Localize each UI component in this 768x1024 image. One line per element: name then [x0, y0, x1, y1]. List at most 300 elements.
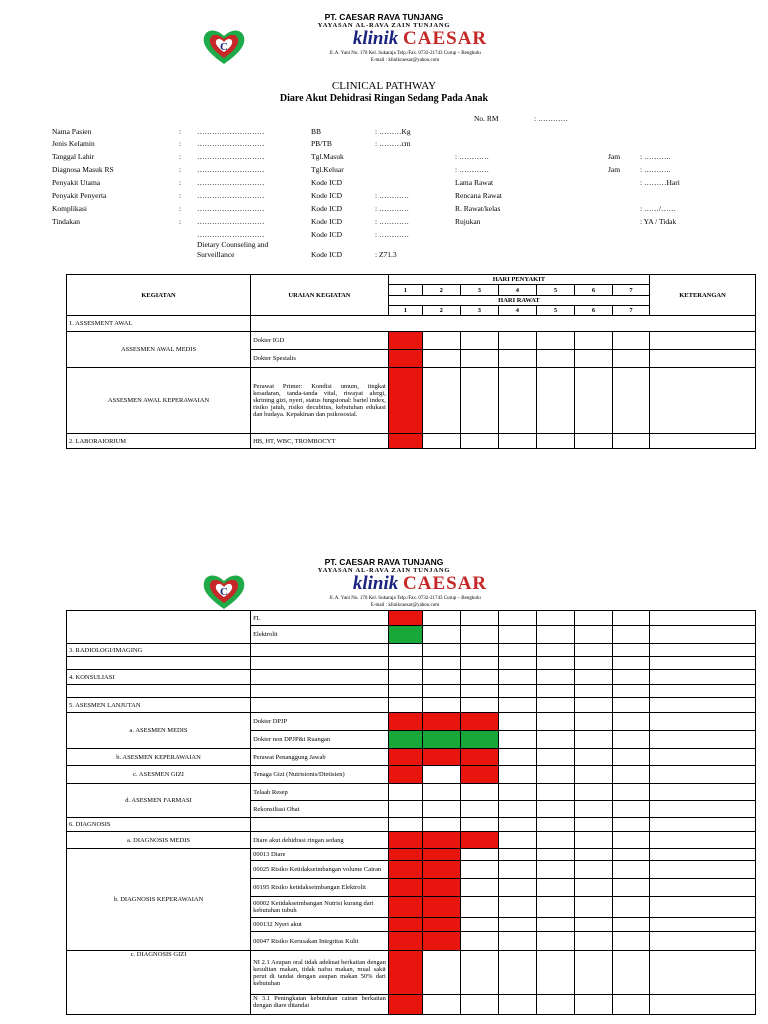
- cell-empty[interactable]: [422, 434, 460, 449]
- cell-empty[interactable]: [574, 861, 612, 879]
- cell-red[interactable]: [388, 611, 422, 626]
- cell-empty[interactable]: [422, 368, 460, 434]
- kode-icd-field[interactable]: : …………: [375, 204, 409, 213]
- cell-empty[interactable]: [613, 731, 650, 749]
- cell-red[interactable]: [388, 995, 422, 1015]
- cell-empty[interactable]: [388, 644, 422, 657]
- day-number: 7: [613, 285, 650, 296]
- cell-empty[interactable]: [536, 951, 574, 995]
- cell-keterangan[interactable]: [650, 784, 756, 801]
- cell-keterangan[interactable]: [650, 995, 756, 1015]
- cell-red[interactable]: [422, 832, 460, 849]
- cell-red[interactable]: [388, 749, 422, 766]
- cell-red[interactable]: [460, 766, 498, 784]
- cell-empty[interactable]: [498, 849, 536, 861]
- foundation-name: YAYASAN AL-RAVA ZAIN TUNJANG: [317, 22, 451, 29]
- cell-empty[interactable]: [498, 818, 536, 832]
- cell-empty[interactable]: [536, 731, 574, 749]
- cell-empty[interactable]: [613, 818, 650, 832]
- cell-empty[interactable]: [460, 657, 498, 670]
- label-tgl-keluar: Tgl.Keluar: [311, 165, 344, 174]
- cell-empty[interactable]: [574, 879, 612, 897]
- cell-empty[interactable]: [498, 897, 536, 918]
- cell-empty[interactable]: [460, 849, 498, 861]
- cell-red[interactable]: [388, 832, 422, 849]
- cell-empty[interactable]: [498, 434, 536, 449]
- cell-empty[interactable]: [574, 995, 612, 1015]
- label-kode-icd: Kode ICD: [311, 204, 343, 213]
- cell-red[interactable]: [388, 766, 422, 784]
- row-asesmen-awal-keperawatan: ASSESMEN AWAL KEPERAWAIAN: [67, 368, 251, 434]
- cell-empty[interactable]: [536, 932, 574, 951]
- cell-keterangan[interactable]: [650, 368, 756, 434]
- kode-icd-field[interactable]: : …………: [375, 217, 409, 226]
- cell-empty[interactable]: [574, 611, 612, 626]
- tgl-keluar-field[interactable]: : …………: [455, 165, 489, 174]
- cell-keterangan[interactable]: [650, 849, 756, 861]
- cell-empty[interactable]: [574, 832, 612, 849]
- cell-red[interactable]: [388, 879, 422, 897]
- cell-keterangan[interactable]: [650, 685, 756, 698]
- day-number: 4: [498, 285, 536, 296]
- cell-empty[interactable]: [536, 801, 574, 818]
- doc-title: CLINICAL PATHWAY: [331, 80, 437, 92]
- cell-empty[interactable]: [574, 932, 612, 951]
- cell-empty[interactable]: [574, 670, 612, 685]
- uraian-diag-keperawatan: 00047 Risiko Kerusakan Integritas Kulit: [251, 932, 389, 951]
- tindakan-field[interactable]: ………………………: [197, 217, 265, 226]
- cell-empty[interactable]: [613, 918, 650, 932]
- cell-empty[interactable]: [574, 332, 612, 350]
- cell-empty[interactable]: [460, 350, 498, 368]
- cell-red[interactable]: [460, 832, 498, 849]
- cell-keterangan[interactable]: [650, 626, 756, 644]
- kode-icd-field[interactable]: : …………: [375, 230, 409, 239]
- pathway-table-page2: [66, 610, 756, 1015]
- cell-empty[interactable]: [613, 951, 650, 995]
- cell-empty[interactable]: [460, 685, 498, 698]
- cell-empty[interactable]: [536, 749, 574, 766]
- cell-empty[interactable]: [388, 670, 422, 685]
- cell-empty[interactable]: [574, 749, 612, 766]
- bb-field[interactable]: : ………Kg: [375, 127, 411, 136]
- cell-empty[interactable]: [460, 861, 498, 879]
- cell-empty[interactable]: [460, 879, 498, 897]
- cell-empty[interactable]: [536, 861, 574, 879]
- cell-empty[interactable]: [536, 713, 574, 731]
- cell-empty[interactable]: [613, 801, 650, 818]
- cell-empty[interactable]: [536, 818, 574, 832]
- row-asesmen-medis: a. ASESMEN MEDIS: [67, 713, 251, 749]
- cell-keterangan[interactable]: [650, 611, 756, 626]
- cell-empty[interactable]: [613, 644, 650, 657]
- cell-red[interactable]: [422, 932, 460, 951]
- cell-keterangan[interactable]: [650, 644, 756, 657]
- clinic-logo-icon: [200, 571, 248, 611]
- blank-cell: [67, 611, 251, 644]
- cell-keterangan[interactable]: [650, 434, 756, 449]
- label-rawat-kelas: R. Rawat/kelas: [455, 204, 501, 213]
- cell-empty[interactable]: [498, 731, 536, 749]
- cell-empty[interactable]: [536, 897, 574, 918]
- blank-cell: [251, 818, 389, 832]
- cell-empty[interactable]: [498, 918, 536, 932]
- cell-empty[interactable]: [498, 670, 536, 685]
- cell-keterangan[interactable]: [650, 670, 756, 685]
- cell-empty[interactable]: [574, 766, 612, 784]
- uraian-elektrolit: Elektrolit: [251, 626, 389, 644]
- cell-keterangan[interactable]: [650, 832, 756, 849]
- cell-empty[interactable]: [498, 749, 536, 766]
- pb-tb-field[interactable]: : ………cm: [375, 139, 411, 148]
- cell-empty[interactable]: [498, 332, 536, 350]
- cell-empty[interactable]: [536, 350, 574, 368]
- komplikasi-field[interactable]: ………………………: [197, 204, 265, 213]
- day-number: 6: [574, 285, 612, 296]
- penyakit-utama-field[interactable]: ………………………: [197, 178, 265, 187]
- cell-empty[interactable]: [498, 861, 536, 879]
- label-jenis-kelamin: Jenis Kelamin: [52, 139, 95, 148]
- cell-empty[interactable]: [536, 879, 574, 897]
- cell-empty[interactable]: [574, 713, 612, 731]
- blank-cell: [67, 685, 251, 698]
- cell-empty[interactable]: [498, 784, 536, 801]
- dietary-label: Dietary Counseling and: [197, 240, 269, 249]
- cell-empty[interactable]: [460, 670, 498, 685]
- cell-keterangan[interactable]: [650, 731, 756, 749]
- cell-empty[interactable]: [422, 784, 460, 801]
- cell-empty[interactable]: [460, 368, 498, 434]
- uraian-lab: HB, HT, WBC, TROMBOCYT: [251, 434, 389, 449]
- cell-empty[interactable]: [460, 611, 498, 626]
- colon: :: [179, 165, 182, 174]
- uraian-diag-gizi-1: NI 2.1 Asupan oral tidak adekuat berkaitan dengan kesulitan makan, tidak nafsu makan, mual sakit perut di tandai dengan asupan makan 50% dari kebutuhan: [251, 951, 389, 995]
- cell-empty[interactable]: [536, 849, 574, 861]
- cell-empty[interactable]: [613, 626, 650, 644]
- cell-empty[interactable]: [498, 879, 536, 897]
- cell-empty[interactable]: [498, 350, 536, 368]
- clinic-logo-icon: [200, 26, 248, 66]
- cell-red[interactable]: [460, 749, 498, 766]
- label-lama-rawat: Lama Rawat: [455, 178, 494, 187]
- cell-empty[interactable]: [574, 685, 612, 698]
- lama-rawat-field[interactable]: : ………Hari: [640, 178, 680, 187]
- day-number: 2: [422, 285, 460, 296]
- cell-empty[interactable]: [498, 644, 536, 657]
- cell-red[interactable]: [460, 713, 498, 731]
- cell-green[interactable]: [422, 731, 460, 749]
- cell-empty[interactable]: [460, 897, 498, 918]
- jam-masuk-field[interactable]: : ………..: [640, 152, 671, 161]
- uraian-diag-keperawatan: 000132 Nyeri akut: [251, 918, 389, 932]
- cell-empty[interactable]: [388, 698, 422, 713]
- kode-icd-field[interactable]: : …………: [375, 191, 409, 200]
- cell-empty[interactable]: [574, 368, 612, 434]
- cell-empty[interactable]: [613, 849, 650, 861]
- cell-empty[interactable]: [536, 368, 574, 434]
- tindakan-extra-field[interactable]: ………………………: [197, 230, 265, 239]
- cell-empty[interactable]: [613, 766, 650, 784]
- cell-empty[interactable]: [574, 918, 612, 932]
- company-name: PT. CAESAR RAVA TUNJANG: [324, 12, 444, 22]
- cell-empty[interactable]: [536, 685, 574, 698]
- row-asesmen-awal-medis: ASSESMEN AWAL MEDIS: [67, 332, 251, 368]
- cell-empty[interactable]: [422, 657, 460, 670]
- cell-empty[interactable]: [388, 657, 422, 670]
- cell-red[interactable]: [422, 713, 460, 731]
- cell-empty[interactable]: [460, 995, 498, 1015]
- kode-icd-z713: : Z71.3: [375, 250, 397, 259]
- cell-empty[interactable]: [460, 626, 498, 644]
- cell-empty[interactable]: [574, 626, 612, 644]
- cell-red[interactable]: [422, 849, 460, 861]
- cell-empty[interactable]: [613, 784, 650, 801]
- svg-text:C: C: [220, 41, 228, 53]
- blank-cell: [251, 670, 389, 685]
- cell-empty[interactable]: [613, 670, 650, 685]
- cell-empty[interactable]: [613, 932, 650, 951]
- cell-empty[interactable]: [613, 657, 650, 670]
- cell-empty[interactable]: [574, 951, 612, 995]
- label-kode-icd: Kode ICD: [311, 217, 343, 226]
- header-hari-rawat: HARI RAWAT: [388, 296, 649, 306]
- section-diagnosis: 6. DIAGNOSIS: [67, 818, 251, 832]
- cell-empty[interactable]: [422, 332, 460, 350]
- cell-empty[interactable]: [536, 611, 574, 626]
- cell-empty[interactable]: [422, 670, 460, 685]
- cell-red[interactable]: [388, 951, 422, 995]
- section-radiologi: 3. RADIOLOGI/IMAGING: [67, 644, 251, 657]
- cell-empty[interactable]: [498, 657, 536, 670]
- cell-keterangan[interactable]: [650, 818, 756, 832]
- cell-keterangan[interactable]: [650, 713, 756, 731]
- cell-keterangan[interactable]: [650, 879, 756, 897]
- jam-keluar-field[interactable]: : ………..: [640, 165, 671, 174]
- foundation-name: YAYASAN AL-RAVA ZAIN TUNJANG: [317, 567, 451, 574]
- rujukan-field[interactable]: : YA / Tidak: [640, 217, 677, 226]
- cell-empty[interactable]: [498, 368, 536, 434]
- cell-keterangan[interactable]: [650, 951, 756, 995]
- cell-red[interactable]: [388, 849, 422, 861]
- cell-empty[interactable]: [388, 685, 422, 698]
- cell-empty[interactable]: [422, 685, 460, 698]
- cell-empty[interactable]: [498, 932, 536, 951]
- cell-empty[interactable]: [536, 332, 574, 350]
- cell-empty[interactable]: [613, 350, 650, 368]
- cell-empty[interactable]: [498, 611, 536, 626]
- cell-empty[interactable]: [574, 698, 612, 713]
- cell-empty[interactable]: [422, 611, 460, 626]
- header-kegiatan: KEGIATAN: [67, 275, 251, 316]
- cell-empty[interactable]: [460, 644, 498, 657]
- cell-empty[interactable]: [574, 644, 612, 657]
- cell-empty[interactable]: [422, 818, 460, 832]
- clinic-address: Jl. A. Yani No. 170 Kel. Sukaraja Telp./Fax. 0732-21743 Curup – Bengkulu: [329, 51, 481, 56]
- cell-empty[interactable]: [422, 644, 460, 657]
- label-kode-icd: Kode ICD: [311, 250, 343, 259]
- cell-empty[interactable]: [388, 818, 422, 832]
- cell-empty[interactable]: [574, 434, 612, 449]
- cell-empty[interactable]: [460, 784, 498, 801]
- cell-empty[interactable]: [388, 801, 422, 818]
- cell-empty[interactable]: [536, 670, 574, 685]
- cell-red[interactable]: [388, 861, 422, 879]
- cell-empty[interactable]: [613, 879, 650, 897]
- cell-empty[interactable]: [422, 698, 460, 713]
- cell-empty[interactable]: [498, 832, 536, 849]
- cell-empty[interactable]: [388, 784, 422, 801]
- colon: :: [179, 204, 182, 213]
- cell-red[interactable]: [388, 434, 422, 449]
- cell-empty[interactable]: [536, 657, 574, 670]
- tanggal-lahir-field[interactable]: ………………………: [197, 152, 265, 161]
- cell-red[interactable]: [422, 879, 460, 897]
- cell-keterangan[interactable]: [650, 861, 756, 879]
- cell-empty[interactable]: [613, 698, 650, 713]
- cell-green[interactable]: [388, 731, 422, 749]
- cell-empty[interactable]: [536, 698, 574, 713]
- cell-empty[interactable]: [613, 434, 650, 449]
- cell-empty[interactable]: [498, 995, 536, 1015]
- cell-empty[interactable]: [460, 818, 498, 832]
- cell-empty[interactable]: [460, 698, 498, 713]
- cell-keterangan[interactable]: [650, 801, 756, 818]
- clinic-email: E-mail : klinikcaesar@yahoo.com: [370, 603, 440, 608]
- cell-empty[interactable]: [498, 766, 536, 784]
- cell-red[interactable]: [388, 713, 422, 731]
- section-konsultasi: 4. KONSULIASI: [67, 670, 251, 685]
- cell-keterangan[interactable]: [650, 657, 756, 670]
- diagnosa-masuk-field[interactable]: ………………………: [197, 165, 265, 174]
- cell-empty[interactable]: [574, 897, 612, 918]
- cell-empty[interactable]: [498, 698, 536, 713]
- cell-empty[interactable]: [536, 766, 574, 784]
- cell-empty[interactable]: [613, 368, 650, 434]
- cell-empty[interactable]: [460, 932, 498, 951]
- pathway-table-page1: [66, 274, 756, 449]
- cell-red[interactable]: [388, 332, 422, 350]
- nama-pasien-field[interactable]: ………………………: [197, 127, 265, 136]
- cell-red[interactable]: [388, 350, 422, 368]
- jenis-kelamin-field[interactable]: ………………………: [197, 139, 265, 148]
- cell-empty[interactable]: [422, 951, 460, 995]
- cell-empty[interactable]: [613, 897, 650, 918]
- uraian-dokter-spesialis: Dokter Spesialis: [251, 350, 389, 368]
- label-penyakit-penyerta: Penyakit Penyerta: [52, 191, 107, 200]
- cell-red[interactable]: [422, 861, 460, 879]
- rawat-kelas-field[interactable]: : ……/……: [640, 204, 677, 213]
- cell-keterangan[interactable]: [650, 698, 756, 713]
- cell-green[interactable]: [460, 731, 498, 749]
- cell-red[interactable]: [388, 932, 422, 951]
- tgl-masuk-field[interactable]: : …………: [455, 152, 489, 161]
- row-asesmen-farmasi: d. ASESMEN FARMASI: [67, 784, 251, 818]
- uraian-diag-keperawatan: 00002 Ketidakseimbangan Nutrisi kurang dari kebutuhan tubuh: [251, 897, 389, 918]
- cell-empty[interactable]: [574, 350, 612, 368]
- cell-empty[interactable]: [613, 832, 650, 849]
- cell-empty[interactable]: [460, 918, 498, 932]
- uraian-diag-keperawatan: 00025 Risiko Ketidakseimbangan volume Cairan: [251, 861, 389, 879]
- cell-red[interactable]: [388, 918, 422, 932]
- cell-empty[interactable]: [460, 801, 498, 818]
- cell-red[interactable]: [388, 368, 422, 434]
- cell-empty[interactable]: [613, 861, 650, 879]
- cell-empty[interactable]: [422, 350, 460, 368]
- cell-keterangan[interactable]: [650, 932, 756, 951]
- row-diagnosis-medis: a. DIAGNOSIS MEDIS: [67, 832, 251, 849]
- cell-empty[interactable]: [536, 434, 574, 449]
- cell-empty[interactable]: [613, 749, 650, 766]
- cell-keterangan[interactable]: [650, 766, 756, 784]
- blank-cell: [251, 657, 389, 670]
- cell-green[interactable]: [388, 626, 422, 644]
- cell-keterangan[interactable]: [650, 897, 756, 918]
- cell-empty[interactable]: [536, 832, 574, 849]
- label-jam: Jam: [608, 152, 621, 161]
- cell-empty[interactable]: [613, 332, 650, 350]
- cell-red[interactable]: [388, 897, 422, 918]
- penyakit-penyerta-field[interactable]: ………………………: [197, 191, 265, 200]
- cell-empty[interactable]: [460, 951, 498, 995]
- cell-empty[interactable]: [613, 685, 650, 698]
- section-laboratorium: 2. LABORAIORIUM: [67, 434, 251, 449]
- cell-empty[interactable]: [574, 818, 612, 832]
- cell-empty[interactable]: [422, 801, 460, 818]
- cell-empty[interactable]: [498, 626, 536, 644]
- cell-empty[interactable]: [422, 626, 460, 644]
- surveillance-label: Surveillance: [197, 250, 235, 259]
- cell-empty[interactable]: [574, 801, 612, 818]
- company-name: PT. CAESAR RAVA TUNJANG: [324, 557, 444, 567]
- cell-keterangan[interactable]: [650, 350, 756, 368]
- cell-empty[interactable]: [536, 626, 574, 644]
- day-number: 3: [460, 306, 498, 316]
- cell-red[interactable]: [422, 918, 460, 932]
- day-number: 4: [498, 306, 536, 316]
- cell-red[interactable]: [422, 749, 460, 766]
- cell-empty[interactable]: [574, 849, 612, 861]
- cell-empty[interactable]: [613, 995, 650, 1015]
- cell-keterangan[interactable]: [650, 918, 756, 932]
- cell-empty[interactable]: [460, 434, 498, 449]
- cell-empty[interactable]: [460, 332, 498, 350]
- day-number: 3: [460, 285, 498, 296]
- cell-empty[interactable]: [574, 657, 612, 670]
- cell-empty[interactable]: [422, 995, 460, 1015]
- header-hari-penyakit: HARI PENYAKIT: [388, 275, 649, 285]
- cell-empty[interactable]: [422, 766, 460, 784]
- cell-empty[interactable]: [536, 918, 574, 932]
- cell-empty[interactable]: [574, 731, 612, 749]
- cell-empty[interactable]: [536, 784, 574, 801]
- row-asesmen-keperawatan: b. ASESMEN KEPERAWAIAN: [67, 749, 251, 766]
- cell-empty[interactable]: [498, 951, 536, 995]
- header-uraian: URAIAN KEGIATAN: [251, 275, 389, 316]
- cell-empty[interactable]: [574, 784, 612, 801]
- cell-empty[interactable]: [536, 995, 574, 1015]
- cell-red[interactable]: [422, 897, 460, 918]
- letterhead-top: [0, 10, 768, 68]
- cell-empty[interactable]: [613, 713, 650, 731]
- label-tanggal-lahir: Tanggal Lahir: [52, 152, 95, 161]
- cell-empty[interactable]: [536, 644, 574, 657]
- cell-empty[interactable]: [498, 685, 536, 698]
- cell-empty[interactable]: [498, 713, 536, 731]
- cell-empty[interactable]: [613, 611, 650, 626]
- cell-empty[interactable]: [498, 801, 536, 818]
- cell-keterangan[interactable]: [650, 749, 756, 766]
- cell-keterangan[interactable]: [650, 332, 756, 350]
